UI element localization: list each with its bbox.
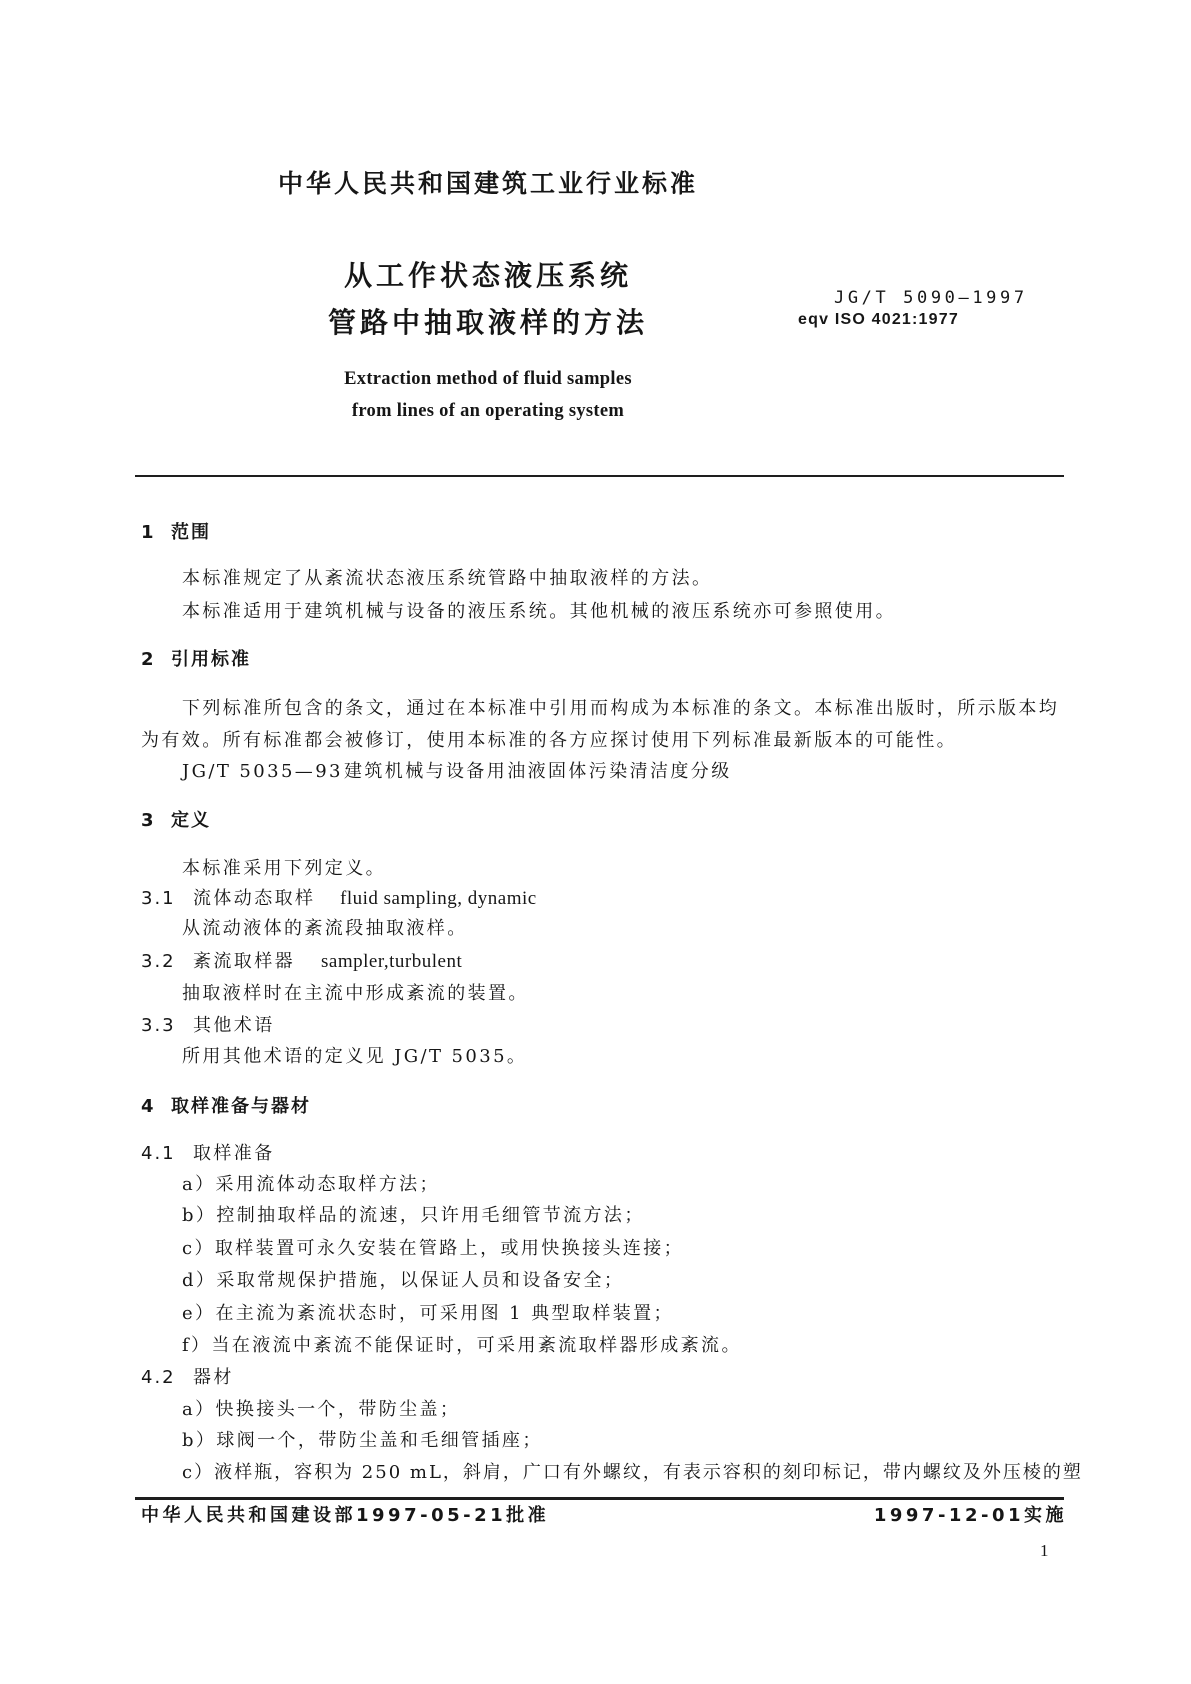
term-3-2-definition: 抽取液样时在主流中形成紊流的装置。	[182, 983, 529, 1004]
term-3-2-english: sampler,turbulent	[321, 951, 463, 972]
section-1-paragraph-2: 本标准适用于建筑机械与设备的液压系统。其他机械的液压系统亦可参照使用。	[182, 601, 896, 622]
section-2-number: 2	[141, 649, 156, 670]
list-item: c）取样装置可永久安装在管路上，或用快换接头连接；	[182, 1238, 685, 1259]
subsection-4-2-number: 4.2	[141, 1367, 176, 1388]
term-3-1-number: 3.1	[141, 888, 176, 909]
section-3-number: 3	[141, 810, 156, 831]
subsection-4-1-title: 取样准备	[193, 1143, 275, 1164]
section-2-paragraph-line-2: 为有效。所有标准都会被修订，使用本标准的各方应探讨使用下列标准最新版本的可能性。	[141, 730, 957, 751]
subsection-4-2-title: 器材	[193, 1367, 234, 1388]
standard-equivalence: eqv ISO 4021:1977	[798, 311, 959, 328]
title-zh-line-2: 管路中抽取液样的方法	[327, 306, 648, 339]
list-item: b）控制抽取样品的流速，只许用毛细管节流方法；	[182, 1205, 645, 1226]
footer-approval: 中华人民共和国建设部1997-05-21批准	[141, 1505, 550, 1526]
section-2-title: 引用标准	[171, 649, 251, 670]
standard-code: JG/T 5090—1997	[834, 288, 1028, 308]
term-3-1-name: 流体动态取样	[193, 888, 316, 909]
header-divider	[135, 475, 1064, 477]
reference-code: JG/T 5035—93	[182, 761, 343, 782]
term-3-3-number: 3.3	[141, 1015, 176, 1036]
section-4-number: 4	[141, 1096, 156, 1117]
section-3-intro: 本标准采用下列定义。	[182, 858, 386, 879]
title-en-line-1: Extraction method of fluid samples	[344, 369, 632, 389]
section-2-paragraph-line-1: 下列标准所包含的条文，通过在本标准中引用而构成为本标准的条文。本标准出版时，所示版本均	[182, 698, 1060, 719]
footer-divider	[135, 1497, 1064, 1500]
footer-implementation: 1997-12-01实施	[873, 1505, 1067, 1526]
subsection-4-1-number: 4.1	[141, 1143, 176, 1164]
section-1-paragraph-1: 本标准规定了从紊流状态液压系统管路中抽取液样的方法。	[182, 568, 713, 589]
term-3-1-definition: 从流动液体的紊流段抽取液样。	[182, 918, 468, 939]
section-1-number: 1	[141, 522, 156, 543]
list-item: f）当在液流中紊流不能保证时，可采用紊流取样器形成紊流。	[182, 1335, 742, 1356]
section-3-title: 定义	[171, 810, 211, 831]
page-number: 1	[1040, 1541, 1049, 1560]
term-3-1-english: fluid sampling, dynamic	[340, 888, 537, 909]
term-3-2-number: 3.2	[141, 951, 176, 972]
issuer-header: 中华人民共和国建筑工业行业标准	[277, 169, 698, 198]
section-4-title: 取样准备与器材	[171, 1096, 311, 1117]
section-1-title: 范围	[171, 522, 211, 543]
term-3-3-name: 其他术语	[193, 1015, 275, 1036]
list-item: a）快换接头一个，带防尘盖；	[182, 1399, 461, 1420]
term-3-3-definition: 所用其他术语的定义见 JG/T 5035。	[182, 1046, 528, 1067]
list-item: d）采取常规保护措施，以保证人员和设备安全；	[182, 1270, 625, 1291]
list-item: c）液样瓶，容积为 250 mL，斜肩，广口有外螺纹，有表示容积的刻印标记，带内螺纹及外压棱的塑	[182, 1462, 1083, 1483]
term-3-2-name: 紊流取样器	[193, 951, 295, 972]
list-item: a）采用流体动态取样方法；	[182, 1174, 440, 1195]
list-item: b）球阀一个，带防尘盖和毛细管插座；	[182, 1430, 543, 1451]
reference-title: 建筑机械与设备用油液固体污染清洁度分级	[344, 761, 732, 782]
title-zh-line-1: 从工作状态液压系统	[343, 259, 632, 292]
list-item: e）在主流为紊流状态时，可采用图 1 典型取样装置；	[182, 1303, 674, 1324]
title-en-line-2: from lines of an operating system	[351, 401, 625, 421]
